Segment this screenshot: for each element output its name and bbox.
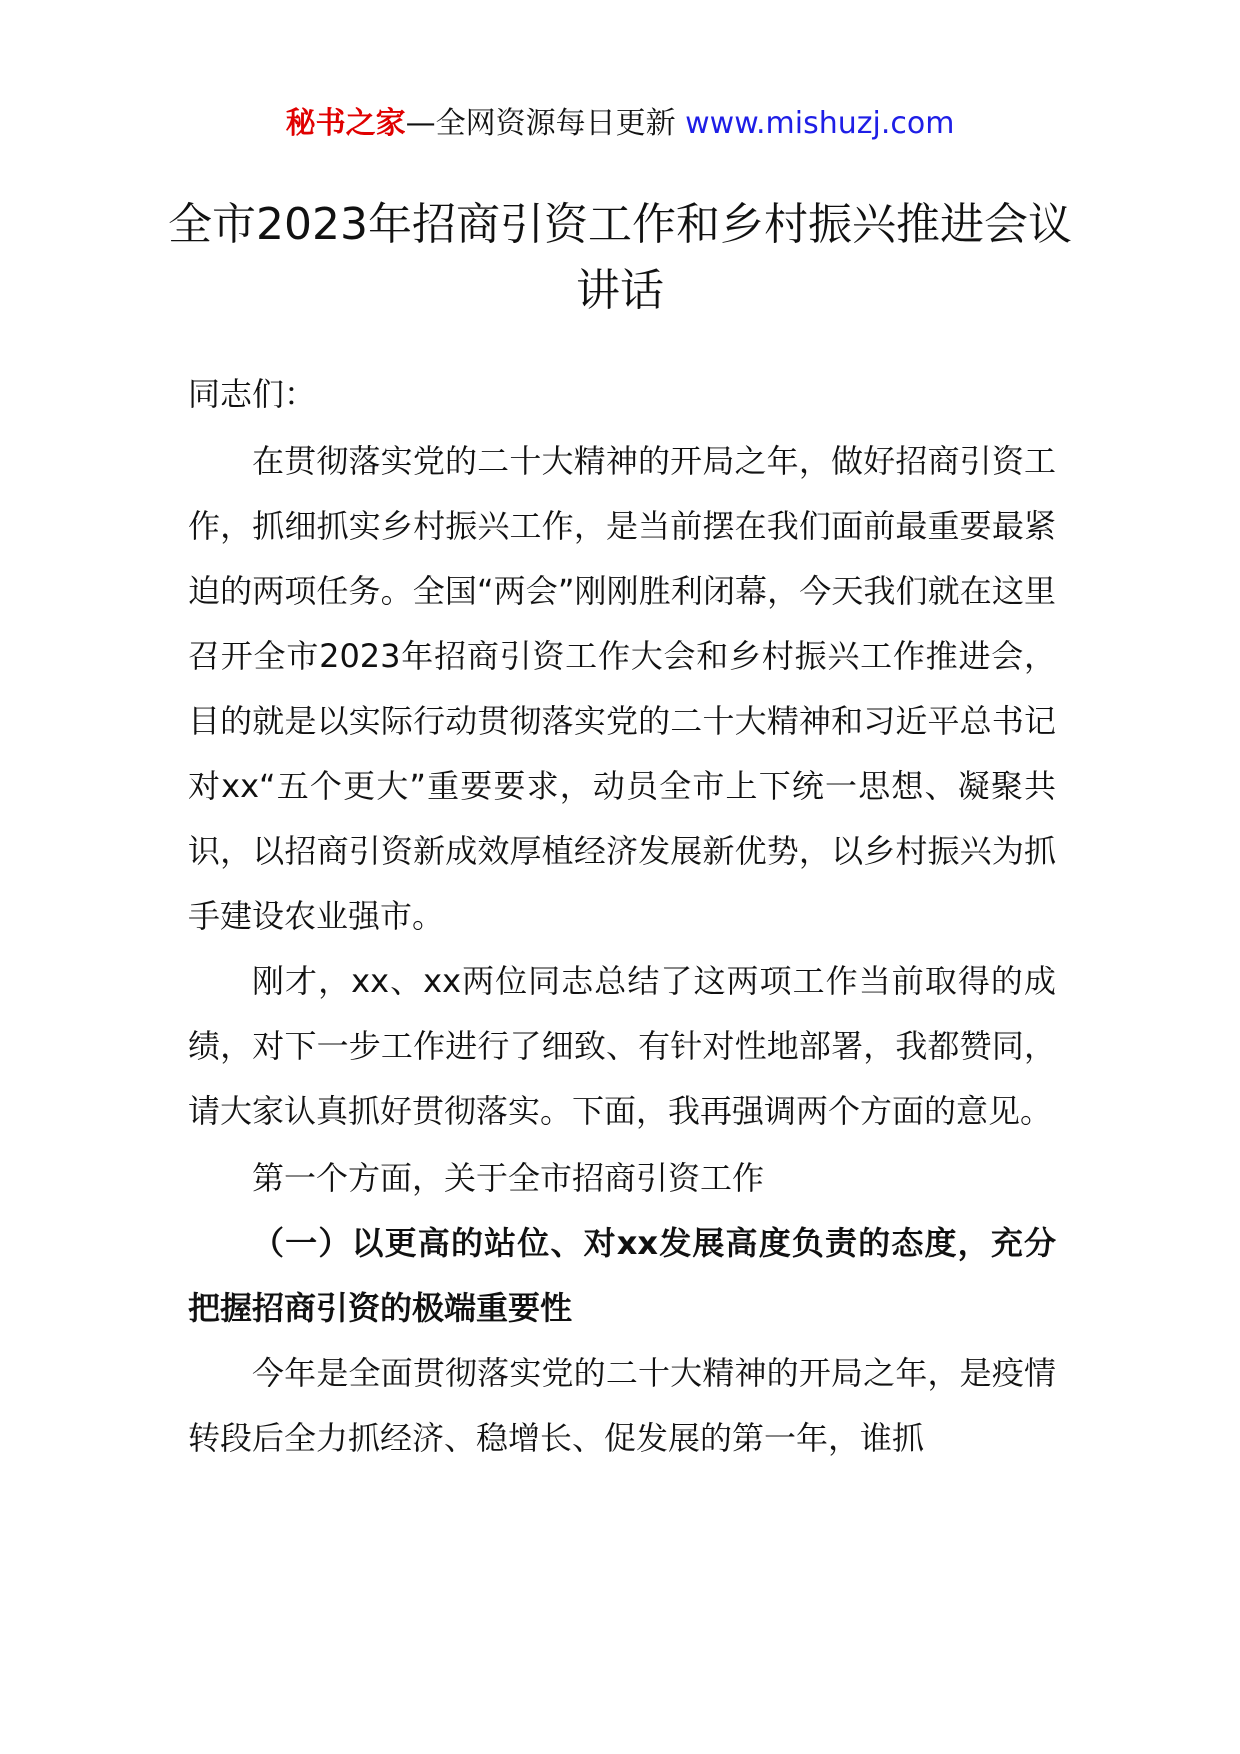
document-body (188, 362, 1056, 1471)
brand-name: 秘书之家 (285, 106, 406, 141)
document-title: 全市2023年招商引资工作和乡村振兴推进会议讲话 (168, 199, 1072, 316)
paragraph: 刚才，xx、xx两位同志总结了这两项工作当前取得的成绩，对下一步工作进行了细致、有针对性地部署，我都赞同，请大家认真抓好贯彻落实。下面，我再强调两个方面的意见。 (188, 962, 1056, 1130)
paragraph: 今年是全面贯彻落实党的二十大精神的开局之年，是疫情转段后全力抓经济、稳增长、促发展的第一年，谁抓 (188, 1354, 1056, 1457)
header-tagline: —全网资源每日更新 (405, 106, 686, 141)
salutation: 同志们： (188, 375, 317, 413)
site-url[interactable]: www.mishuzj.com (685, 106, 955, 141)
paragraph: 在贯彻落实党的二十大精神的开局之年，做好招商引资工作，抓细抓实乡村振兴工作，是当前摆在我们面前最重要最紧迫的两项任务。全国“两会”刚刚胜利闭幕，今天我们就在这里召开全市2023年招商引资工作大会和乡村振兴工作推进会，目的就是以实际行动贯彻落实党的二十大精神和习近平总书记对xx“五个更大”重要要求，动员全市上下统一思想、凝聚共识，以招商引资新成效厚植经济发展新优势，以乡村振兴为抓手建设农业强市。 (188, 442, 1056, 935)
site-header (0, 100, 1240, 148)
subheading: （一）以更高的站位、对xx发展高度负责的态度，充分把握招商引资的极端重要性 (188, 1224, 1056, 1327)
section-heading: 第一个方面，关于全市招商引资工作 (252, 1159, 765, 1197)
